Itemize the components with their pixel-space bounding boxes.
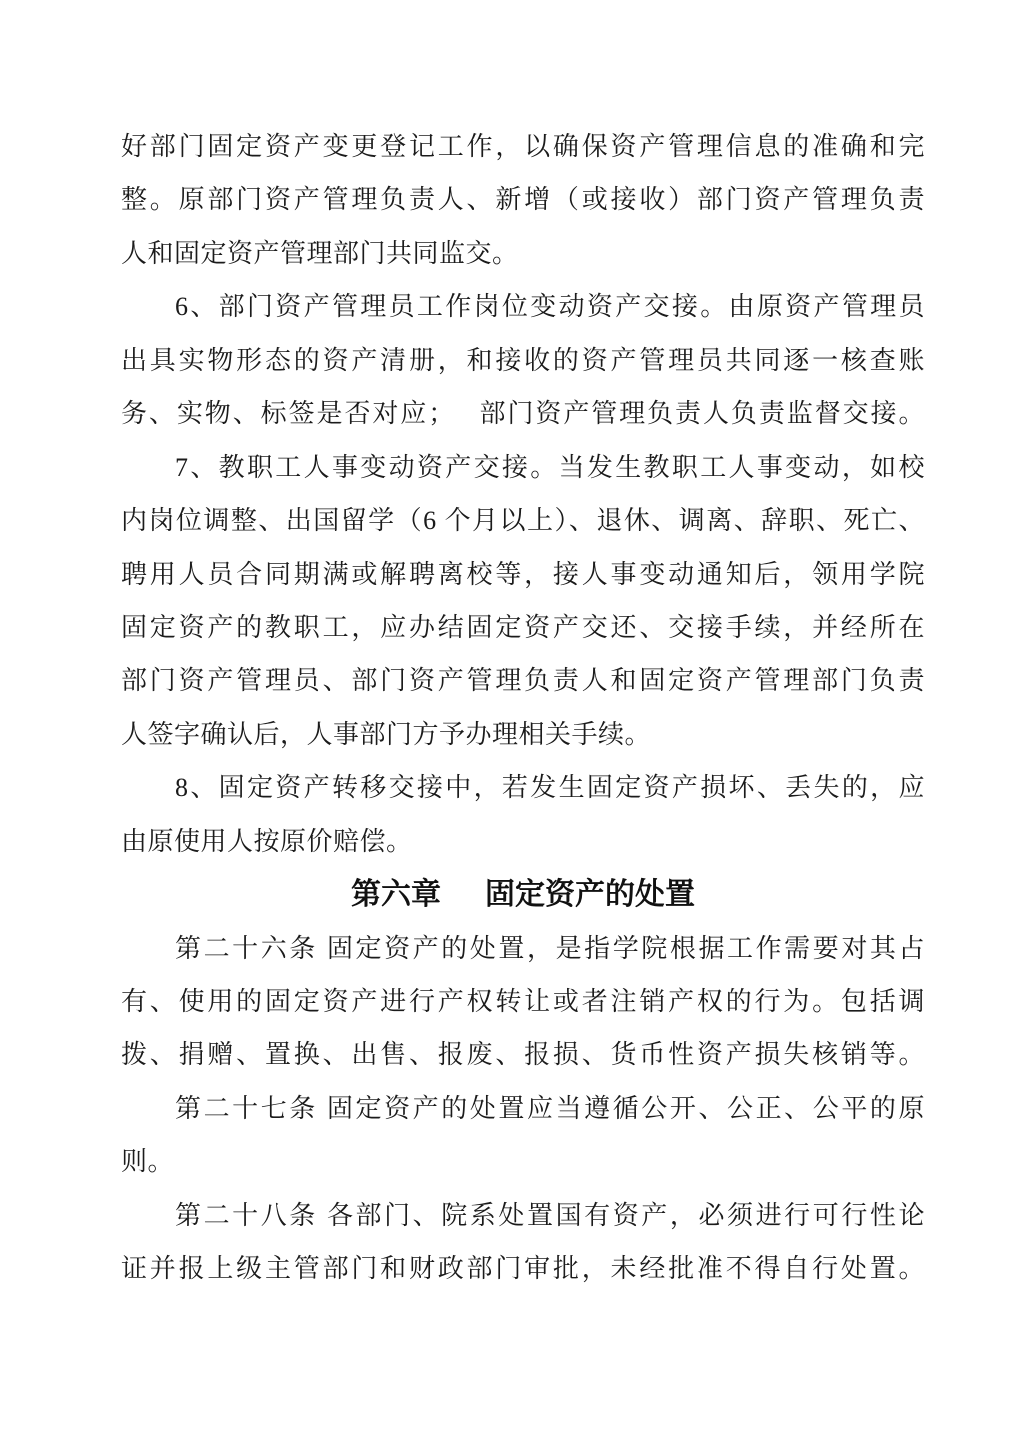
- text-line: 6、部门资产管理员工作岗位变动资产交接。由原资产管理员: [175, 292, 925, 322]
- text-line: 人签字确认后，人事部门方予办理相关手续。: [121, 719, 652, 749]
- text-line: 部门资产管理员、部门资产管理负责人和固定资产管理部门负责: [121, 666, 925, 696]
- text-line: 则。: [121, 1147, 175, 1177]
- text-line: 好部门固定资产变更登记工作，以确保资产管理信息的准确和完: [121, 132, 925, 161]
- text-line: 聘用人员合同期满或解聘离校等，接人事变动通知后，领用学院: [121, 559, 925, 589]
- text-line: 出具实物形态的资产清册，和接收的资产管理员共同逐一核查账: [121, 345, 925, 375]
- text-line: 内岗位调整、出国留学（6 个月以上）、退休、调离、辞职、死亡、: [121, 506, 925, 536]
- text-line: 有、使用的固定资产进行产权转让或者注销产权的行为。包括调: [121, 987, 925, 1016]
- text-line: 整。原部门资产管理负责人、新增（或接收）部门资产管理负责: [121, 185, 925, 215]
- text-line: 固定资产的教职工，应办结固定资产交还、交接手续，并经所在: [121, 612, 925, 642]
- text-line: 第二十六条 固定资产的处置，是指学院根据工作需要对其占: [175, 933, 925, 963]
- text-line: 人和固定资产管理部门共同监交。: [121, 238, 519, 268]
- text-line: 8、固定资产转移交接中，若发生固定资产损坏、丢失的，应: [175, 773, 925, 803]
- chapter-number: 第六章: [351, 878, 441, 912]
- chapter-title: 固定资产的处置: [485, 878, 695, 912]
- text-line: 证并报上级主管部门和财政部门审批，未经批准不得自行处置。: [121, 1254, 925, 1284]
- text-line: 第二十七条 固定资产的处置应当遵循公开、公正、公平的原: [175, 1093, 925, 1123]
- text-line: 第二十八条 各部门、院系处置国有资产，必须进行可行性论: [175, 1200, 925, 1230]
- text-line: 7、教职工人事变动资产交接。当发生教职工人事变动，如校: [175, 452, 925, 482]
- text-line: 由原使用人按原价赔偿。: [121, 826, 413, 856]
- chapter-heading: [121, 868, 925, 921]
- text-line: 务、实物、标签是否对应； 部门资产管理负责人负责监督交接。: [121, 399, 925, 429]
- text-line: 拨、捐赠、置换、出售、报废、报损、货币性资产损失核销等。: [121, 1040, 925, 1070]
